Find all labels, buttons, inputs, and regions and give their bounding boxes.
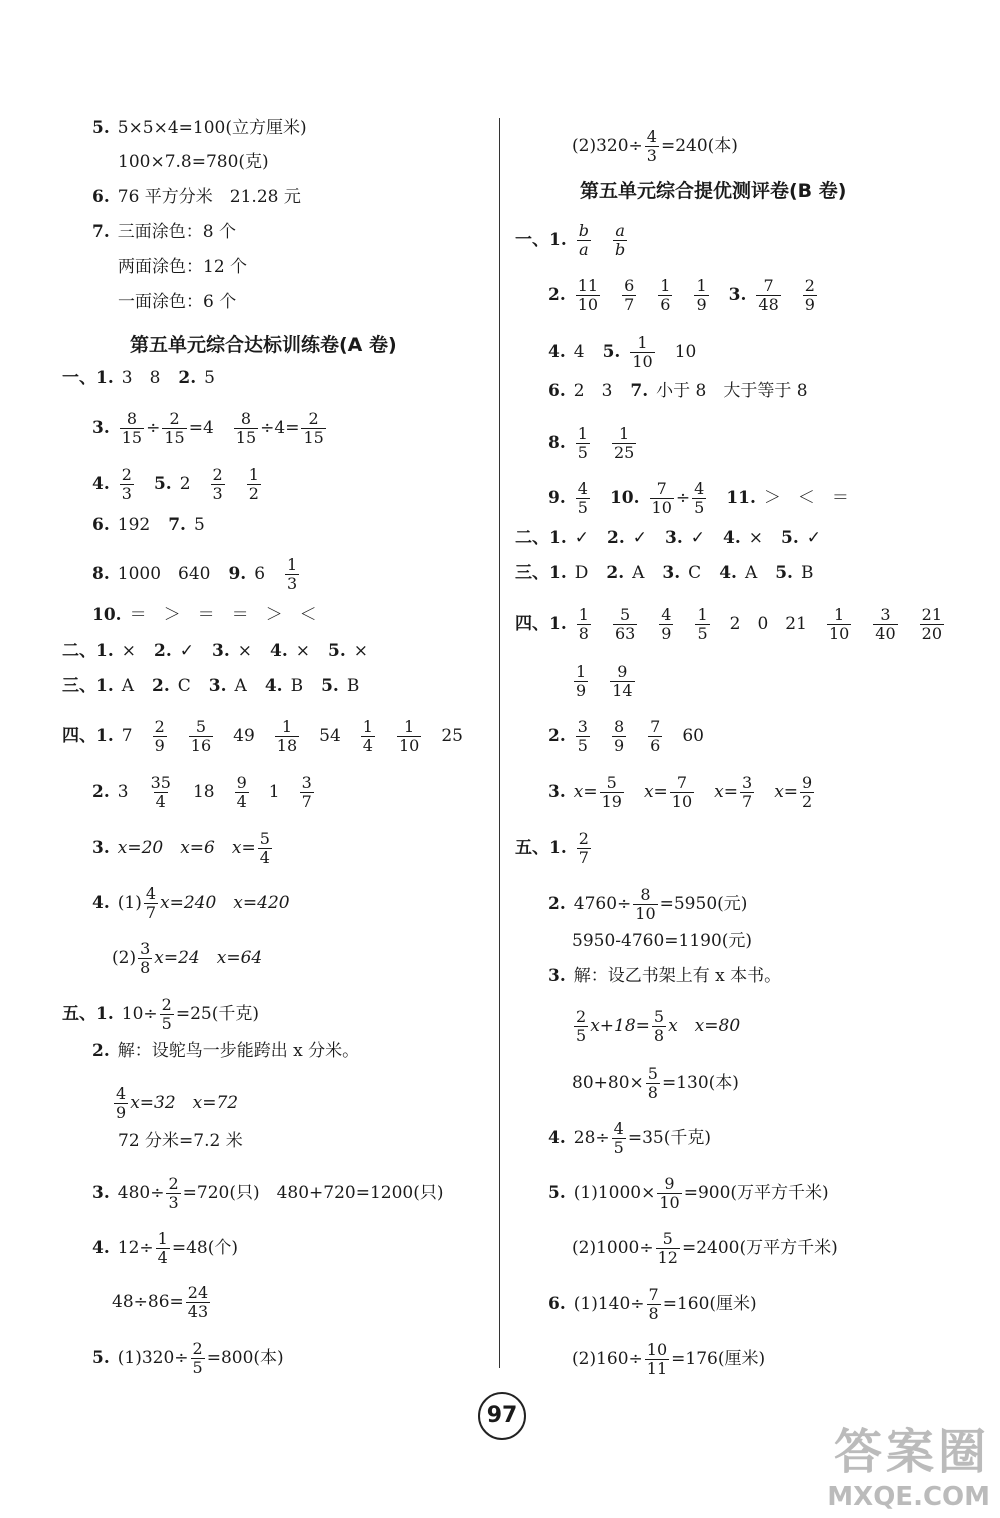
answer-line: 2. $\frac{3}{5}$ $\frac{8}{9}$ $\frac{7}{6}$ 60 bbox=[548, 717, 704, 755]
answer-line: 两面涂色：12 个 bbox=[118, 257, 248, 277]
watermark-url: MXQE.COM bbox=[827, 1482, 990, 1512]
answer-line: 6. 76 平方分米 21.28 元 bbox=[92, 187, 301, 207]
answer-line: 四、1. 7 $\frac{2}{9}$ $\frac{5}{16}$ 49 $\frac{1}{18}$ 54 $\frac{1}{4}$ $\frac{1}{10}$ 25 bbox=[62, 717, 463, 755]
answer-line: 6. 192 7. 5 bbox=[92, 515, 205, 535]
answer-line: 五、1. $\frac{2}{7}$ bbox=[515, 829, 589, 867]
answer-line: $\frac{4}{9}$ x=32 x=72 bbox=[116, 1084, 239, 1122]
answer-line: 3. 解：设乙书架上有 x 本书。 bbox=[548, 966, 782, 986]
answer-line: 3. 480÷ $\frac{2}{3}$ =720(只) 480+720=1200(只) bbox=[92, 1174, 444, 1212]
answer-line: 4. (1) $\frac{4}{7}$ x=240 x=420 bbox=[92, 884, 290, 922]
answer-line: 一、1. $\frac{b}{a}$ $\frac{a}{b}$ bbox=[515, 221, 626, 259]
answer-line: 4. 12÷ $\frac{1}{4}$ =48(个) bbox=[92, 1229, 238, 1267]
answer-line: 三、1. D 2. A 3. C 4. A 5. B bbox=[515, 563, 814, 583]
watermark bbox=[827, 1413, 990, 1512]
watermark-logo: 答案圈 bbox=[833, 1424, 990, 1480]
answer-line: 4. 28÷ $\frac{4}{5}$ =35(千克) bbox=[548, 1119, 711, 1157]
answer-line: 7. 三面涂色：8 个 bbox=[92, 222, 236, 242]
answer-line: 8. $\frac{1}{5}$ $\frac{1}{25}$ bbox=[548, 424, 635, 462]
answer-line: 一、1. 3 8 2. 5 bbox=[62, 368, 215, 388]
answer-line: 四、1. $\frac{1}{8}$ $\frac{5}{63}$ $\frac{4}{9}$ $\frac{1}{5}$ 2 0 21 $\frac{1}{10}$ $\frac{3}{40}$ $\frac{21}{20}$ bbox=[515, 605, 943, 643]
answer-line: 4. 4 5. $\frac{1}{10}$ 10 bbox=[548, 333, 697, 371]
answer-line: (2) $\frac{3}{8}$ x=24 x=64 bbox=[112, 939, 263, 977]
answer-line: $\frac{2}{5}$ x+18= $\frac{5}{8}$ x x=80 bbox=[576, 1007, 741, 1045]
answer-line: 3. x= $\frac{5}{19}$ x= $\frac{7}{10}$ x= $\frac{3}{7}$ x= $\frac{9}{2}$ bbox=[548, 773, 813, 811]
answer-line: (2)320÷ $\frac{4}{3}$ =240(本) bbox=[572, 127, 738, 165]
answer-line: 100×7.8=780(克) bbox=[118, 152, 269, 172]
column-divider bbox=[499, 118, 500, 1368]
answer-line: 2. 3 $\frac{35}{4}$ 18 $\frac{9}{4}$ 1 $\frac{3}{7}$ bbox=[92, 773, 312, 811]
answer-line: (2)1000÷ $\frac{5}{12}$ =2400(万平方千米) bbox=[572, 1229, 838, 1267]
answer-line: 2. 4760÷ $\frac{8}{10}$ =5950(元) bbox=[548, 885, 748, 923]
answer-line: 8. 1000 640 9. 6 $\frac{1}{3}$ bbox=[92, 555, 298, 593]
page-number: 97 bbox=[478, 1392, 526, 1440]
answer-line: 五、1. 10÷ $\frac{2}{5}$ =25(千克) bbox=[62, 995, 259, 1033]
answer-line: 80+80× $\frac{5}{8}$ =130(本) bbox=[572, 1064, 739, 1102]
answer-line: 2. 解：设鸵鸟一步能跨出 x 分米。 bbox=[92, 1041, 360, 1061]
answer-line: 9. $\frac{4}{5}$ 10. $\frac{7}{10}$ ÷ $\frac{4}{5}$ 11. ＞ ＜ ＝ bbox=[548, 479, 849, 517]
answer-line: 二、1. × 2. ✓ 3. × 4. × 5. × bbox=[62, 641, 368, 661]
answer-line: 72 分米=7.2 米 bbox=[118, 1131, 243, 1151]
answer-line: 10. ＝ ＞ ＝ ＝ ＞ ＜ bbox=[92, 605, 317, 625]
answer-line: 5. (1)320÷ $\frac{2}{5}$ =800(本) bbox=[92, 1339, 284, 1377]
answer-line: 6. 2 3 7. 小于 8 大于等于 8 bbox=[548, 381, 808, 401]
answer-line: 5950-4760=1190(元) bbox=[572, 931, 753, 951]
answer-line: 三、1. A 2. C 3. A 4. B 5. B bbox=[62, 676, 360, 696]
answer-line: 48÷86= $\frac{24}{43}$ bbox=[112, 1283, 209, 1321]
section-title-a: 第五单元综合达标训练卷(A 卷) bbox=[130, 334, 397, 356]
answer-line: 3. $\frac{8}{15}$ ÷ $\frac{2}{15}$ =4 $\frac{8}{15}$ ÷4= $\frac{2}{15}$ bbox=[92, 409, 324, 447]
answer-line: 2. $\frac{11}{10}$ $\frac{6}{7}$ $\frac{1}{6}$ $\frac{1}{9}$ 3. $\frac{7}{48}$ $\frac{2}{9}$ bbox=[548, 276, 815, 314]
answer-line: (2)160÷ $\frac{10}{11}$ =176(厘米) bbox=[572, 1340, 766, 1378]
answer-line: 4. $\frac{2}{3}$ 5. 2 $\frac{2}{3}$ $\frac{1}{2}$ bbox=[92, 465, 259, 503]
answer-line: 5. (1)1000× $\frac{9}{10}$ =900(万平方千米) bbox=[548, 1174, 829, 1212]
section-title-b: 第五单元综合提优测评卷(B 卷) bbox=[580, 180, 847, 202]
answer-line: 二、1. ✓ 2. ✓ 3. ✓ 4. × 5. ✓ bbox=[515, 528, 821, 548]
answer-line: 3. x=20 x=6 x= $\frac{5}{4}$ bbox=[92, 829, 270, 867]
answer-line: 一面涂色：6 个 bbox=[118, 292, 237, 312]
answer-line: 5. 5×5×4=100(立方厘米) bbox=[92, 118, 307, 138]
answer-line: $\frac{1}{9}$ $\frac{9}{14}$ bbox=[576, 662, 633, 700]
answer-line: 6. (1)140÷ $\frac{7}{8}$ =160(厘米) bbox=[548, 1285, 757, 1323]
